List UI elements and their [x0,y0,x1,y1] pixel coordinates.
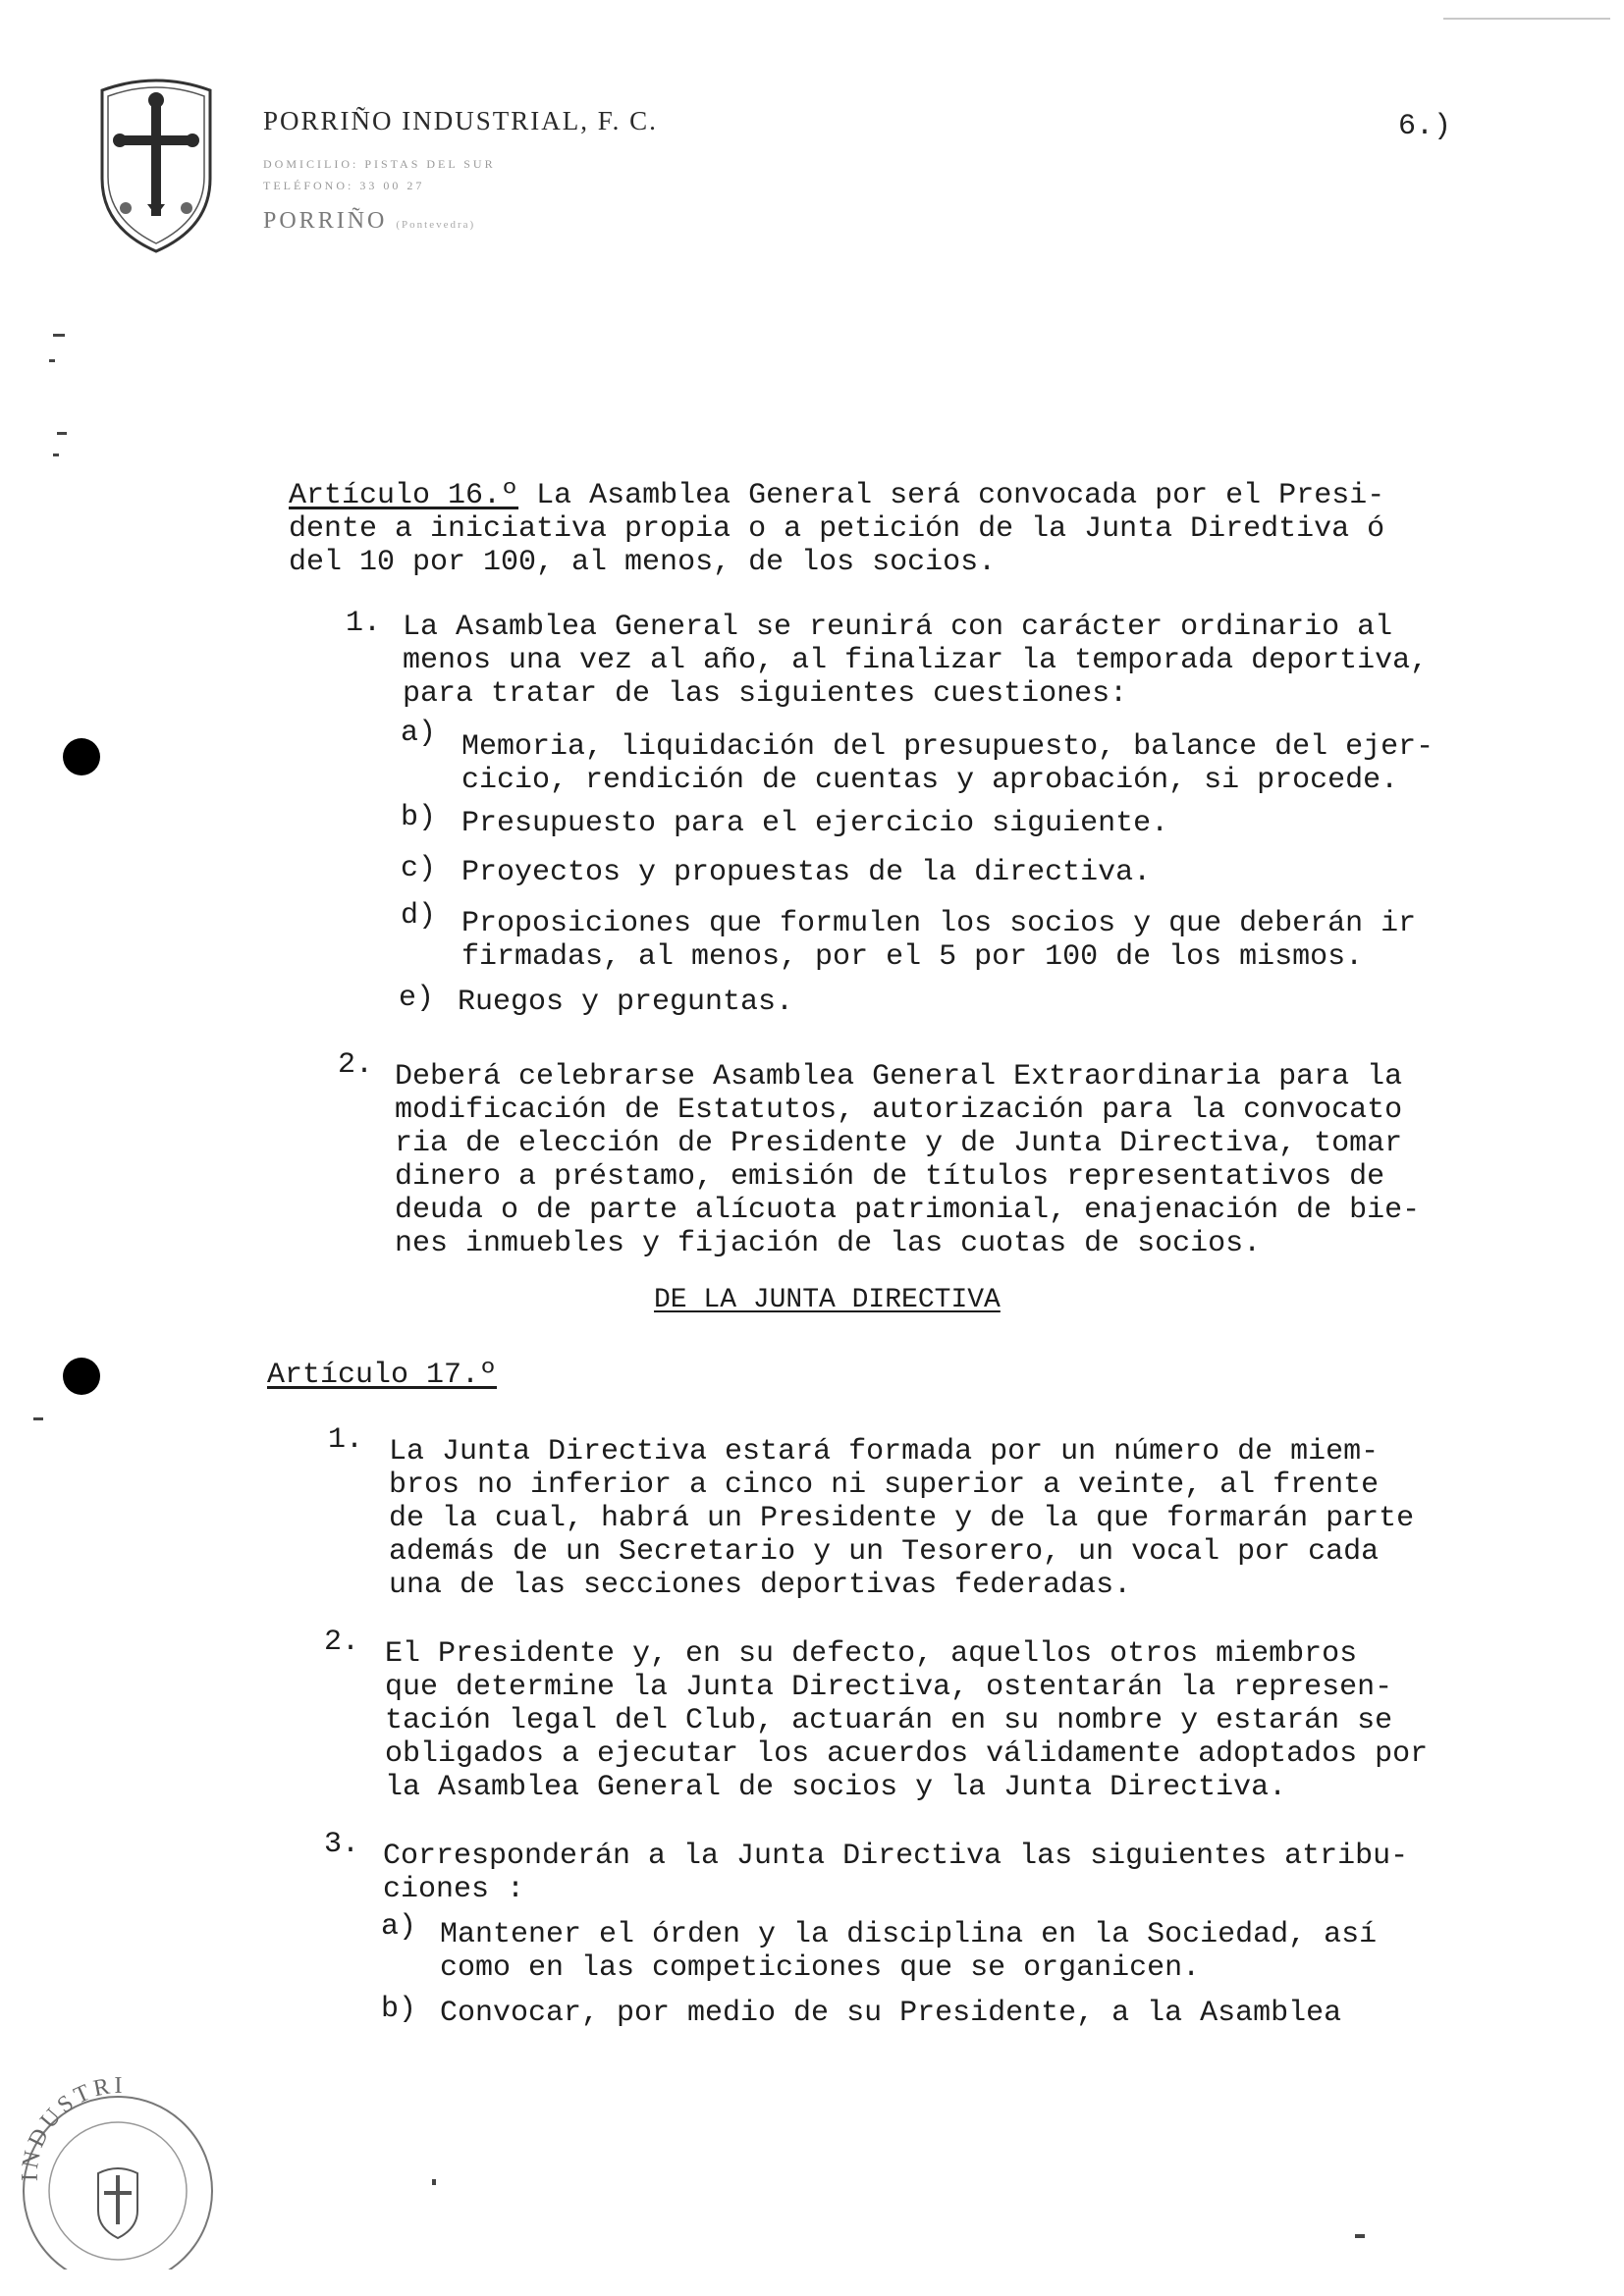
stray-mark [53,454,59,456]
list-item-text: firmadas, al menos, por el 5 por 100 de los mismos. [461,940,1364,974]
article-17-item-1-line: una de las secciones deportivas federadas. [389,1569,1132,1602]
article-17-item-2-line: tación legal del Club, actuarán en su nombre y estarán se [385,1704,1393,1737]
page-number: 6.) [1398,110,1452,143]
article-17-item-1-line: La Junta Directiva estará formada por un número de miem- [389,1435,1380,1468]
list-item-text: cicio, rendición de cuentas y aprobación, si procede. [461,764,1399,797]
list-label: b) [381,1993,417,2026]
article-17-item-1-line: bros no inferior a cinco ni superior a veinte, al frente [389,1468,1380,1502]
club-name: PORRIÑO INDUSTRIAL, F. C. [263,106,658,135]
article-16-item-2-num: 2. [338,1048,374,1082]
article-17-item-2-line: que determine la Junta Directiva, ostentarán la represen- [385,1671,1393,1704]
stray-mark [49,359,55,362]
list-item-text: Presupuesto para el ejercicio siguiente. [461,807,1169,840]
article-16-item-1-line: menos una vez al año, al finalizar la temporada deportiva, [403,644,1429,677]
top-edge-line [1443,18,1610,20]
club-stamp [8,2073,224,2269]
article-17-heading: Artículo 17.º [267,1359,498,1392]
stray-mark [53,334,65,337]
article-16-item-2-line: nes inmuebles y fijación de las cuotas de socios. [395,1227,1262,1260]
stray-mark [33,1417,43,1420]
list-item-text: Proposiciones que formulen los socios y que deberán ir [461,907,1417,940]
article-16-item-1-line: para tratar de las siguientes cuestiones: [403,677,1128,711]
article-17-item-2-num: 2. [324,1626,360,1659]
club-crest-icon [94,71,218,253]
punch-hole [63,1358,100,1395]
list-item-text: Convocar, por medio de su Presidente, a la Asamblea [440,1997,1342,2030]
article-16-item-1-line: La Asamblea General se reunirá con carácter ordinario al [403,611,1393,644]
article-16-item-1-num: 1. [346,607,382,640]
list-label: b) [401,801,437,834]
article-16-item-2-line: dinero a préstamo, emisión de títulos representativos de [395,1160,1385,1194]
stamp-text: INDUSTRI [17,2073,127,2182]
list-label: a) [381,1910,417,1944]
section-heading: DE LA JUNTA DIRECTIVA [654,1285,1001,1315]
article-16-line-2: dente a iniciativa propia o a petición de la Junta Diredtiva ó [289,512,1385,546]
article-17-item-2-line: la Asamblea General de socios y la Junta Directiva. [385,1771,1287,1804]
article-17-item-2-line: obligados a ejecutar los acuerdos válidamente adoptados por [385,1737,1429,1771]
stray-mark [57,432,67,435]
article-16-item-2-line: modificación de Estatutos, autorización para la convocato [395,1094,1403,1127]
list-label: a) [401,717,437,750]
stray-mark [432,2179,436,2185]
list-item-text: Proyectos y propuestas de la directiva. [461,856,1152,889]
list-label: e) [399,982,435,1015]
article-16-item-2-line: Deberá celebrarse Asamblea General Extraordinaria para la [395,1060,1403,1094]
punch-hole [63,738,100,775]
article-16-line-3: del 10 por 100, al menos, de los socios. [289,546,997,579]
list-label: d) [401,899,437,933]
article-16-line-1: Artículo 16.º La Asamblea General será convocada por el Presi- [289,479,1385,512]
list-label: c) [401,852,437,885]
club-phone: TELÉFONO: 33 00 27 [263,179,425,192]
list-item-text: como en las competiciones que se organicen. [440,1951,1201,1985]
club-city: PORRIÑO (Pontevedra) [263,208,476,234]
list-item-text: Ruegos y preguntas. [458,986,794,1019]
club-address: DOMICILIO: PISTAS DEL SUR [263,157,496,171]
article-16-heading: Artículo 16.º [289,479,519,512]
article-17-item-3-line: ciones : [383,1873,525,1906]
article-17-item-3-num: 3. [324,1828,360,1861]
article-16-item-2-line: deuda o de parte alícuota patrimonial, enajenación de bie- [395,1194,1421,1227]
list-item-text: Memoria, liquidación del presupuesto, balance del ejer- [461,730,1435,764]
article-17-item-1-line: además de un Secretario y un Tesorero, un vocal por cada [389,1535,1380,1569]
article-16-item-2-line: ria de elección de Presidente y de Junta Directiva, tomar [395,1127,1403,1160]
article-17-item-1-num: 1. [328,1423,364,1457]
article-17-item-1-line: de la cual, habrá un Presidente y de la que formarán parte [389,1502,1415,1535]
article-17-item-3-line: Corresponderán a la Junta Directiva las siguientes atribu- [383,1840,1409,1873]
svg-text:INDUSTRI [18,2073,127,2181]
article-17-item-2-line: El Presidente y, en su defecto, aquellos otros miembros [385,1637,1358,1671]
stray-mark [1355,2234,1365,2238]
list-item-text: Mantener el órden y la disciplina en la Sociedad, así [440,1918,1378,1951]
